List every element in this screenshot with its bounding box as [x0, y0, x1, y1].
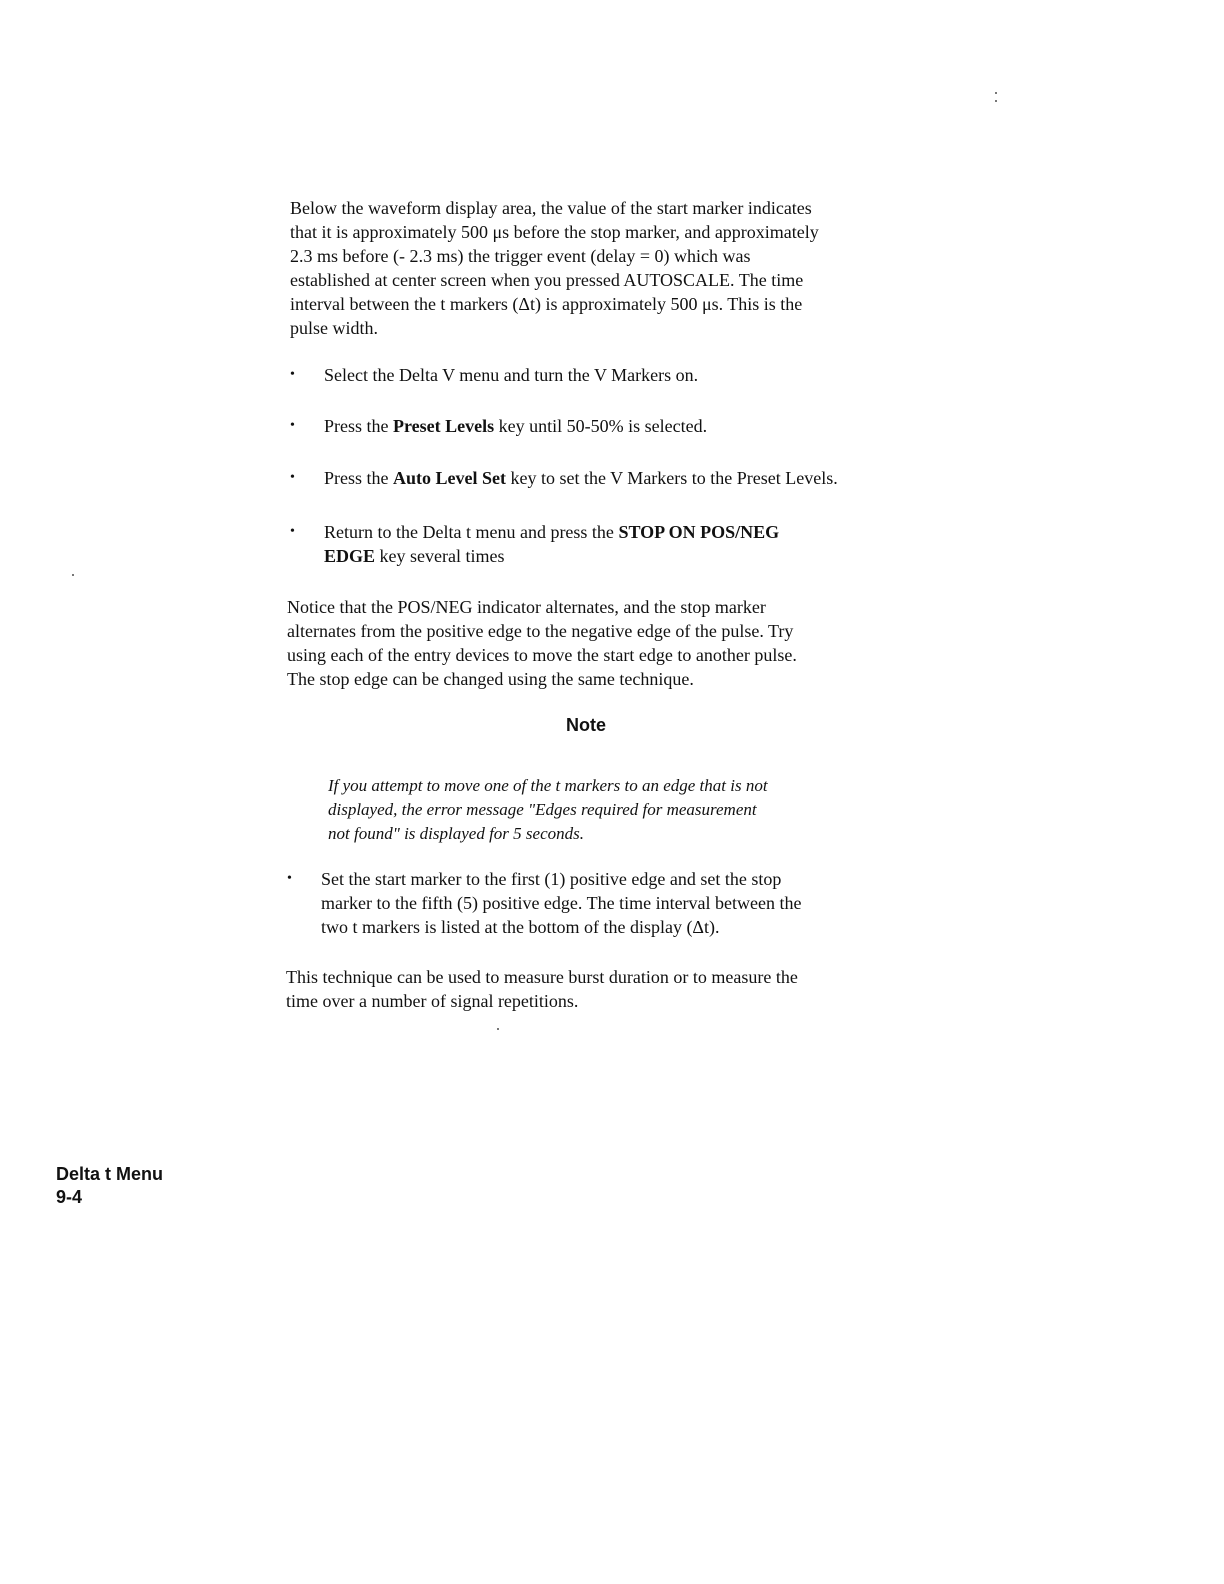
- bullet-icon: •: [290, 367, 295, 382]
- intro-line: pulse width.: [290, 318, 378, 338]
- key-name: EDGE: [324, 546, 376, 566]
- bullet-icon: •: [290, 470, 295, 485]
- bullet-text: [324, 466, 838, 490]
- intro-line: 2.3 ms before (- 2.3 ms) the trigger event (delay = 0) which was: [290, 246, 751, 266]
- intro-paragraph: [290, 196, 819, 340]
- bullet-text: [324, 414, 707, 438]
- bullet-text: [321, 867, 802, 939]
- key-name: Preset Levels: [393, 416, 495, 436]
- intro-line: established at center screen when you pressed AUTOSCALE. The time: [290, 270, 804, 290]
- bullet-text-post: key to set the V Markers to the Preset Levels.: [505, 468, 838, 488]
- closing-line: This technique can be used to measure burst duration or to measure the: [286, 967, 798, 987]
- intro-line: interval between the t markers (Δt) is approximately 500 μs. This is the: [290, 294, 803, 314]
- intro-line: that it is approximately 500 μs before the stop marker, and approximately: [290, 222, 819, 242]
- bullet-icon: •: [290, 418, 295, 433]
- bullet-icon: •: [290, 524, 295, 539]
- notice-line: The stop edge can be changed using the same technique.: [287, 669, 694, 689]
- notice-line: Notice that the POS/NEG indicator alternates, and the stop marker: [287, 597, 766, 617]
- scan-speck: [995, 92, 997, 94]
- note-line: If you attempt to move one of the t markers to an edge that is not: [328, 776, 768, 795]
- notice-line: using each of the entry devices to move the start edge to another pulse.: [287, 645, 797, 665]
- scan-speck: [72, 574, 74, 576]
- bullet-line: marker to the fifth (5) positive edge. The time interval between the: [321, 893, 802, 913]
- bullet-text: [324, 520, 779, 568]
- key-name: Auto Level Set: [393, 468, 506, 488]
- note-line: displayed, the error message "Edges required for measurement: [328, 800, 757, 819]
- notice-line: alternates from the positive edge to the negative edge of the pulse. Try: [287, 621, 794, 641]
- closing-line: time over a number of signal repetitions.: [286, 991, 579, 1011]
- scan-speck: [497, 1028, 499, 1030]
- closing-paragraph: [286, 965, 798, 1013]
- note-line: not found" is displayed for 5 seconds.: [328, 824, 584, 843]
- bullet-line: Set the start marker to the first (1) positive edge and set the stop: [321, 869, 782, 889]
- bullet-text-pre: Press the: [324, 468, 393, 488]
- note-heading: Note: [566, 715, 606, 735]
- notice-paragraph: [287, 595, 797, 691]
- bullet-text-post: key several times: [375, 546, 505, 566]
- page-footer: [56, 1163, 163, 1209]
- bullet-text-post: key until 50-50% is selected.: [494, 416, 708, 436]
- key-name: STOP ON POS/NEG: [618, 522, 780, 542]
- bullet-text-pre: Return to the Delta t menu and press the: [324, 522, 619, 542]
- note-body: [328, 774, 768, 846]
- bullet-text: Select the Delta V menu and turn the V Markers on.: [324, 365, 699, 385]
- bullet-text-pre: Press the: [324, 416, 393, 436]
- scan-speck: [995, 100, 997, 102]
- bullet-icon: •: [287, 871, 292, 886]
- intro-line: Below the waveform display area, the value of the start marker indicates: [290, 198, 812, 218]
- footer-page-number: 9-4: [56, 1187, 83, 1207]
- bullet-line: two t markers is listed at the bottom of the display (Δt).: [321, 917, 720, 937]
- footer-section-title: Delta t Menu: [56, 1164, 164, 1184]
